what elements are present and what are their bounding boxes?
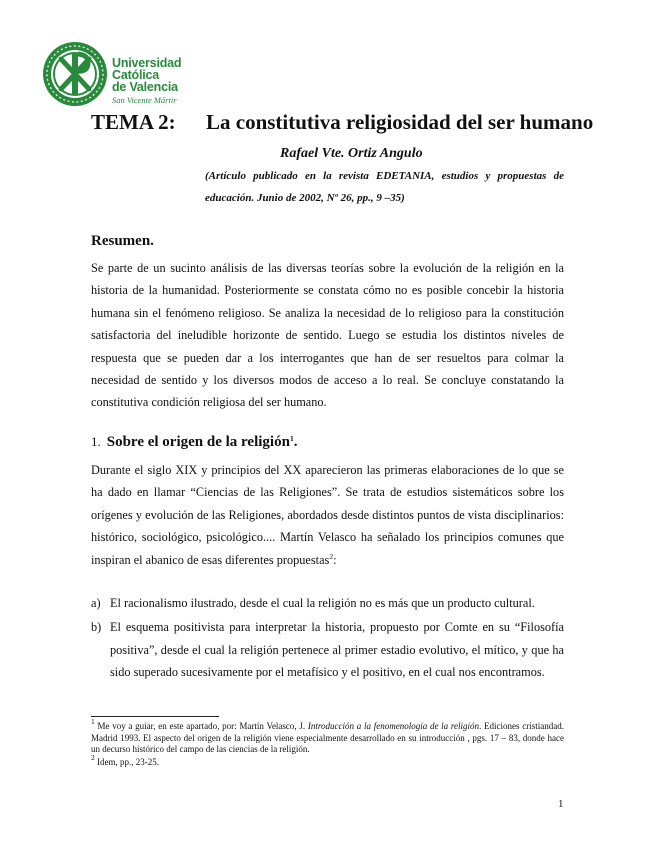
- footnote-divider: [91, 716, 219, 717]
- publication-note: (Artículo publicado en la revista EDETANIA, estudios y propuestas de educación. Junio de 2002, Nº 26, pp., 9 –35): [205, 170, 564, 204]
- institution-line4: San Vicente Mártir: [112, 95, 177, 105]
- section-title-end: .: [293, 434, 298, 450]
- footnote-ref-2[interactable]: 2: [329, 551, 334, 561]
- section-heading: [91, 434, 297, 451]
- section-paragraph: [91, 459, 564, 571]
- section-title: Sobre el origen de la religión: [106, 434, 290, 450]
- institution-line1: Universidad: [112, 56, 182, 70]
- page-number: 1: [558, 798, 564, 810]
- institution-line3: de Valencia: [112, 80, 178, 94]
- university-seal-icon: [41, 40, 109, 108]
- list-marker: b): [91, 620, 102, 635]
- footnote-text-cont: . Ediciones cristiandad. Madrid 1993. El aspecto del origen de la religión viene especialmente desarrollado en su introducción , pgs. 17 – 83, donde hace un decurso histórico del campo de las ciencias de la religión.: [91, 721, 564, 755]
- section-number: 1.: [91, 434, 101, 449]
- section-paragraph-end: :: [333, 552, 337, 567]
- list-item-text: El racionalismo ilustrado, desde el cual la religión no es más que un producto cultural.: [110, 596, 535, 610]
- footnote-1: [91, 717, 564, 756]
- list-item: [91, 592, 564, 614]
- footnote-text: Me voy a guiar, en este apartado, por: Martín Velasco, J.: [94, 721, 308, 731]
- abstract-heading: Resumen.: [91, 233, 154, 249]
- footnote-text: Idem, pp., 23-25.: [94, 757, 159, 767]
- title-text: La constitutiva religiosidad del ser humano: [206, 110, 594, 134]
- list-item: [91, 616, 564, 683]
- footnote-ref-1[interactable]: 1: [289, 434, 294, 443]
- list-marker: a): [91, 596, 101, 610]
- institution-line2: Católica: [112, 68, 160, 82]
- author-name: Rafael Vte. Ortiz Angulo: [280, 146, 423, 161]
- list-item-text: El esquema positivista para interpretar la historia, propuesto por Comte en su “Filosofía positiva”, desde el cual la religión pertenece al primer estadio evolutivo, el mítico, y que ha sido superado sucesivamente por el metafísico y el positivo, en el cual nos encontramos.: [110, 620, 564, 680]
- footnote-book-title: Introducción a la fenomenología de la religión: [307, 721, 480, 731]
- institution-name: [112, 57, 181, 106]
- section-paragraph-text: Durante el siglo XIX y principios del XX aparecieron las primeras elaboraciones de lo que se ha dado en llamar “Ciencias de las Religiones”. Se trata de estudios sistemáticos sobre los orígenes y evolución de las Religiones, abordados desde distintos puntos de vista disciplinarios: histórico, sociológico, psicológico.... Martín Velasco ha señalado los principios comunes que inspiran el abanico de esas diferentes propuestas: [91, 463, 564, 567]
- footnote-marker: 2: [91, 753, 95, 762]
- abstract-paragraph: Se parte de un sucinto análisis de las diversas teorías sobre la evolución de la religión en la historia de la humanidad. Posteriormente se constata cómo no es posible concebir la historia humana sin el fenómeno religioso. Se analiza la necesidad de lo religioso para la constitución satisfactoria del ineludible horizonte de sentido. Luego se estudia los distintos niveles de respuesta que se pueden dar a los interrogantes que han de ser resueltos para colmar la necesidad de sentido y los diversos modos de acceso a lo real. Se concluye constatando la constitutiva condición religiosa del ser humano.: [91, 261, 564, 410]
- title-number: TEMA 2:: [91, 110, 176, 134]
- principles-list: [91, 592, 564, 684]
- footnote-marker: 1: [91, 717, 95, 726]
- abstract-text: [91, 257, 564, 414]
- footnote-2: [91, 753, 564, 769]
